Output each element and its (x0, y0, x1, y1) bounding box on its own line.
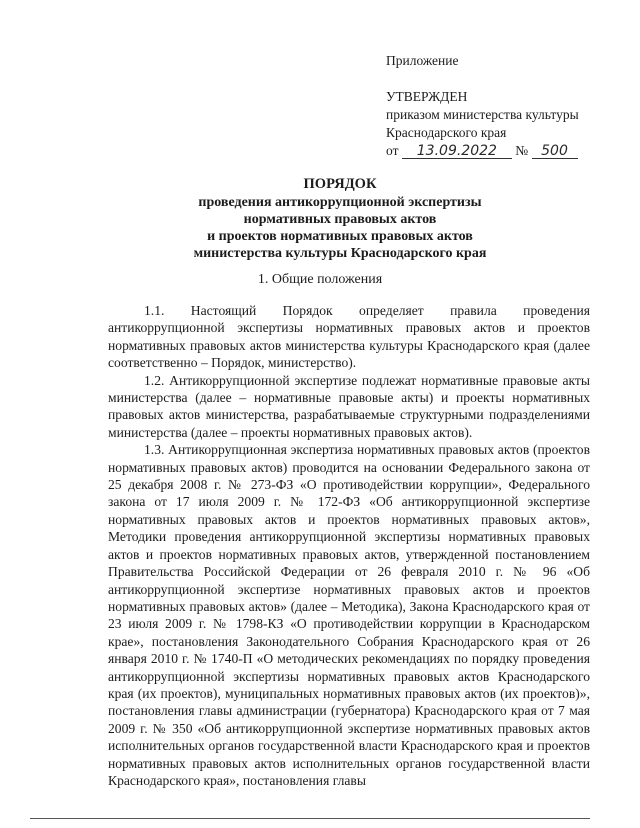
document-body (108, 302, 590, 789)
paragraph-1-3: 1.3. Антикоррупционная экспертиза нормативных правовых актов (проектов нормативных правовых актов) проводится на основании Федерального закона от 25 декабря 2008 г. № 273-ФЗ «О противодействии коррупции», Федерального закона от 17 июля 2009 г. № 172-ФЗ «Об антикоррупционной экспертизе нормативных правовых актов и проектов нормативных правовых актов», Методики проведения антикоррупционной экспертизы нормативных правовых актов и проектов нормативных правовых актов, утвержденной постановлением Правительства Российской Федерации от 26 февраля 2010 г. № 96 «Об антикоррупционной экспертизе нормативных правовых актов и проектов нормативных правовых актов» (далее – Методика), Закона Краснодарского края от 23 июля 2009 г. № 1798-КЗ «О противодействии коррупции в Краснодарском крае», постановления Законодательного Собрания Краснодарского края от 26 января 2010 г. № 1740-П «О методических рекомендациях по порядку проведения антикоррупционной экспертизы нормативных правовых актов Краснодарского края (их проектов), муниципальных нормативных правовых актов (их проектов)», постановления главы администрации (губернатора) Краснодарского края от 7 мая 2009 г. № 350 «Об антикоррупционной экспертизе нормативных правовых актов исполнительных органов государственной власти Краснодарского края и проектов нормативных правовых актов исполнительных органов государственной власти Краснодарского края», постановления главы (108, 442, 590, 788)
handwritten-date: 13.09.2022 (402, 145, 512, 159)
date-prefix: от (386, 143, 399, 158)
number-prefix: № (515, 143, 529, 158)
paragraph-1-2: 1.2. Антикоррупционной экспертизе подлежат нормативные правовые акты министерства (далее – нормативные правовые акты) и проекты нормативных правовых актов министерства, разрабатываемые структурными подразделениями министерства (далее – проекты нормативных правовых актов). (108, 372, 590, 440)
handwritten-number: 500 (532, 145, 578, 159)
document-title (40, 176, 640, 262)
appendix-label: Приложение (386, 53, 459, 68)
approval-block (386, 52, 579, 160)
paragraph-1-1: 1.1. Настоящий Порядок определяет правила проведения антикоррупционной экспертизы нормативных правовых актов и проектов нормативных правовых актов министерства культуры Краснодарского края (далее соответственно – Порядок, министерство). (108, 303, 590, 371)
order-date-line (386, 142, 579, 160)
section-heading: 1. Общие положения (257, 272, 383, 287)
title-line-4: и проектов нормативных правовых актов (207, 229, 473, 244)
approved-label: УТВЕРЖДЕН (386, 89, 468, 104)
title-line-1: ПОРЯДОК (303, 176, 377, 192)
spacer (386, 70, 579, 88)
order-line-2: Краснодарского края (386, 125, 507, 140)
title-line-2: проведения антикоррупционной экспертизы (198, 195, 482, 210)
order-line-1: приказом министерства культуры (386, 107, 579, 122)
page-bottom-rule (30, 818, 590, 819)
title-line-3: нормативных правовых актов (243, 212, 437, 227)
title-line-5: министерства культуры Краснодарского края (193, 246, 487, 261)
